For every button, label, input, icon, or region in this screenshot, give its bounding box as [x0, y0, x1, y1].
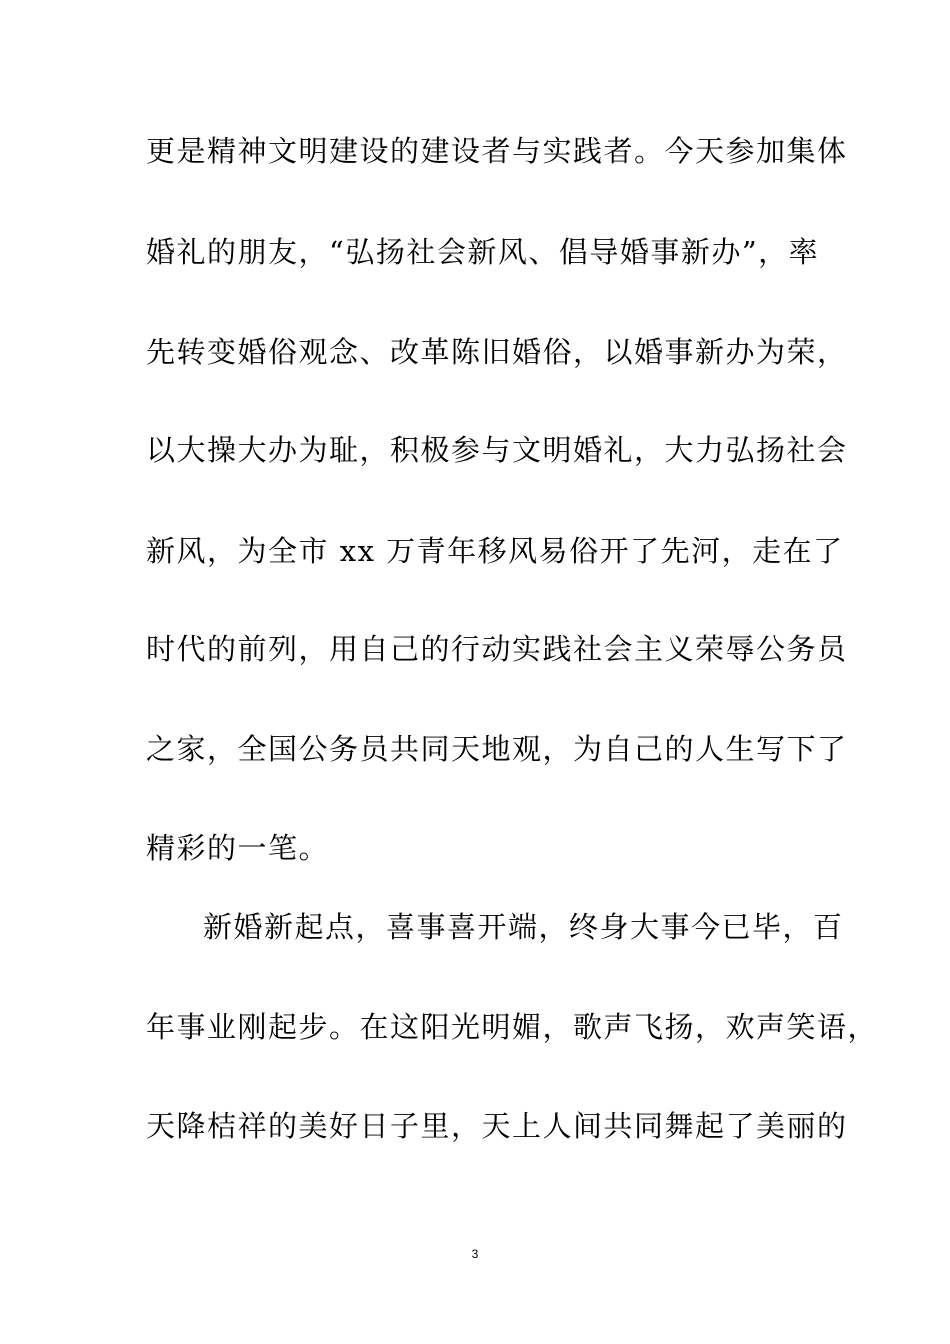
- text-line: 先转变婚俗观念、改革陈旧婚俗，以婚事新办为荣，: [146, 335, 848, 369]
- text-line: 之家，全国公务员共同天地观，为自己的人生写下了: [146, 732, 848, 766]
- text-line: 以大操大办为耻，积极参与文明婚礼，大力弘扬社会: [146, 433, 848, 467]
- text-line: 更是精神文明建设的建设者与实践者。今天参加集体: [146, 134, 848, 168]
- text-line: 婚礼的朋友，“弘扬社会新风、倡导婚事新办”，率: [146, 235, 820, 269]
- text-line: 新风，为全市 xx 万青年移风易俗开了先河，走在了: [146, 534, 844, 568]
- text-line: 精彩的一笔。: [146, 831, 330, 865]
- text-line: 时代的前列，用自己的行动实践社会主义荣辱公务员: [146, 632, 848, 666]
- page-number: 3: [471, 1247, 479, 1261]
- paragraph-first-line: 新婚新起点，喜事喜开端，终身大事今已毕，百: [203, 910, 844, 944]
- text-line: 天降桔祥的美好日子里，天上人间共同舞起了美丽的: [146, 1109, 848, 1143]
- text-line: 年事业刚起步。在这阳光明媚，歌声飞扬，欢声笑语，: [146, 1010, 879, 1044]
